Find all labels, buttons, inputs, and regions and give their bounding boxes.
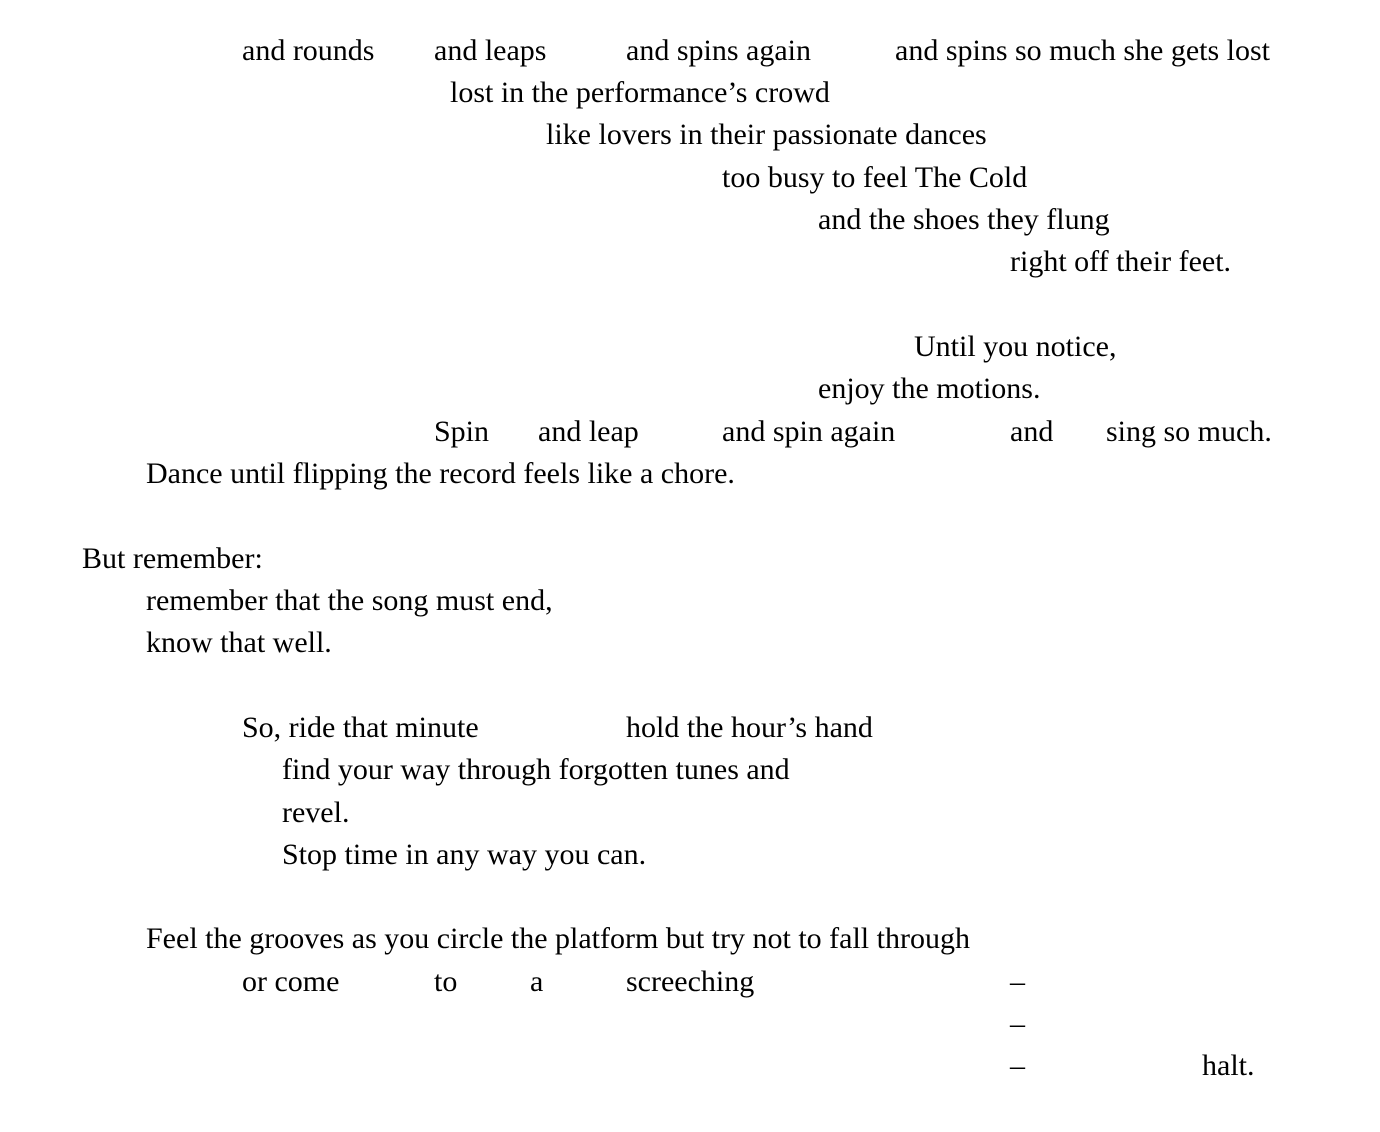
poem-line: Feel the grooves as you circle the platform but try not to fall through — [146, 922, 970, 955]
poem-line: like lovers in their passionate dances — [546, 118, 987, 151]
poem-line: lost in the performance’s crowd — [450, 76, 830, 109]
poem-line: right off their feet. — [1010, 245, 1232, 278]
poem-fragment: and rounds — [242, 34, 375, 67]
poem-line: find your way through forgotten tunes and — [282, 753, 790, 786]
poem-dash: – — [1010, 1007, 1025, 1040]
poem-fragment: So, ride that minute — [242, 711, 479, 744]
poem-fragment: and spins again — [626, 34, 811, 67]
poem-dash: – — [1010, 1049, 1025, 1082]
poem-fragment: screeching — [626, 965, 755, 998]
poem-fragment: and leaps — [434, 34, 547, 67]
poem-line: and the shoes they flung — [818, 203, 1110, 236]
poem-fragment: or come — [242, 965, 340, 998]
poem-line: know that well. — [146, 626, 332, 659]
poem-fragment: Spin — [434, 415, 490, 448]
poem-line: Stop time in any way you can. — [282, 838, 647, 871]
poem-fragment: hold the hour’s hand — [626, 711, 873, 744]
poem-fragment: and spin again — [722, 415, 896, 448]
poem-fragment: and leap — [538, 415, 639, 448]
poem-fragment: a — [530, 965, 544, 998]
poem-fragment: and spins so much she gets lost — [895, 34, 1270, 67]
poem-line: Until you notice, — [914, 330, 1117, 363]
poem-line: But remember: — [82, 542, 263, 575]
poem-fragment: sing so much. — [1106, 415, 1272, 448]
poem-fragment: to — [434, 965, 458, 998]
poem-fragment: halt. — [1202, 1049, 1255, 1082]
poem-fragment: and — [1010, 415, 1054, 448]
poem-line: too busy to feel The Cold — [722, 161, 1028, 194]
poem-line: revel. — [282, 796, 350, 829]
poem-line: Dance until flipping the record feels like a chore. — [146, 457, 735, 490]
poem-dash: – — [1010, 965, 1025, 998]
poem-line: enjoy the motions. — [818, 372, 1041, 405]
poem-line: remember that the song must end, — [146, 584, 553, 617]
